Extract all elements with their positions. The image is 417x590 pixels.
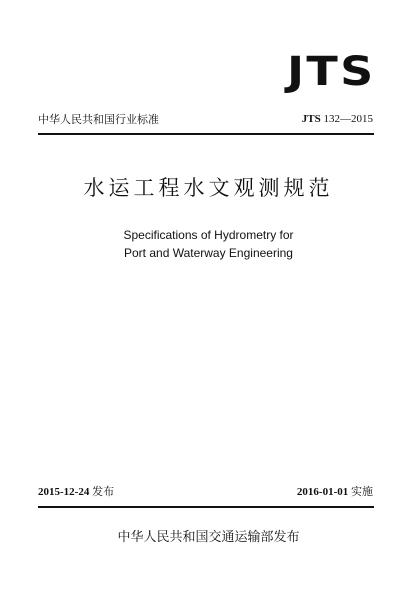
implementation-date (297, 487, 373, 498)
jts-logo: JTS (287, 49, 376, 95)
standard-category: 中华人民共和国行业标准 (38, 113, 159, 126)
publisher: 中华人民共和国交通运输部发布 (117, 530, 300, 545)
title-chinese: 水运工程水文观测规范 (83, 176, 334, 200)
issue-date (38, 487, 114, 498)
standard-code-number: 132—2015 (323, 113, 373, 125)
title-english-line2: Port and Waterway Engineering (124, 246, 293, 260)
issue-date-value: 2015-12-24 (38, 486, 90, 498)
issue-date-label: 发布 (92, 486, 115, 498)
standard-code-prefix: JTS (301, 113, 321, 125)
implementation-date-value: 2016-01-01 (296, 486, 349, 498)
bottom-divider (38, 506, 374, 508)
standard-code (302, 114, 373, 125)
top-divider (38, 133, 374, 135)
title-english-line1: Specifications of Hydrometry for (123, 228, 294, 242)
implementation-date-label: 实施 (351, 486, 373, 498)
